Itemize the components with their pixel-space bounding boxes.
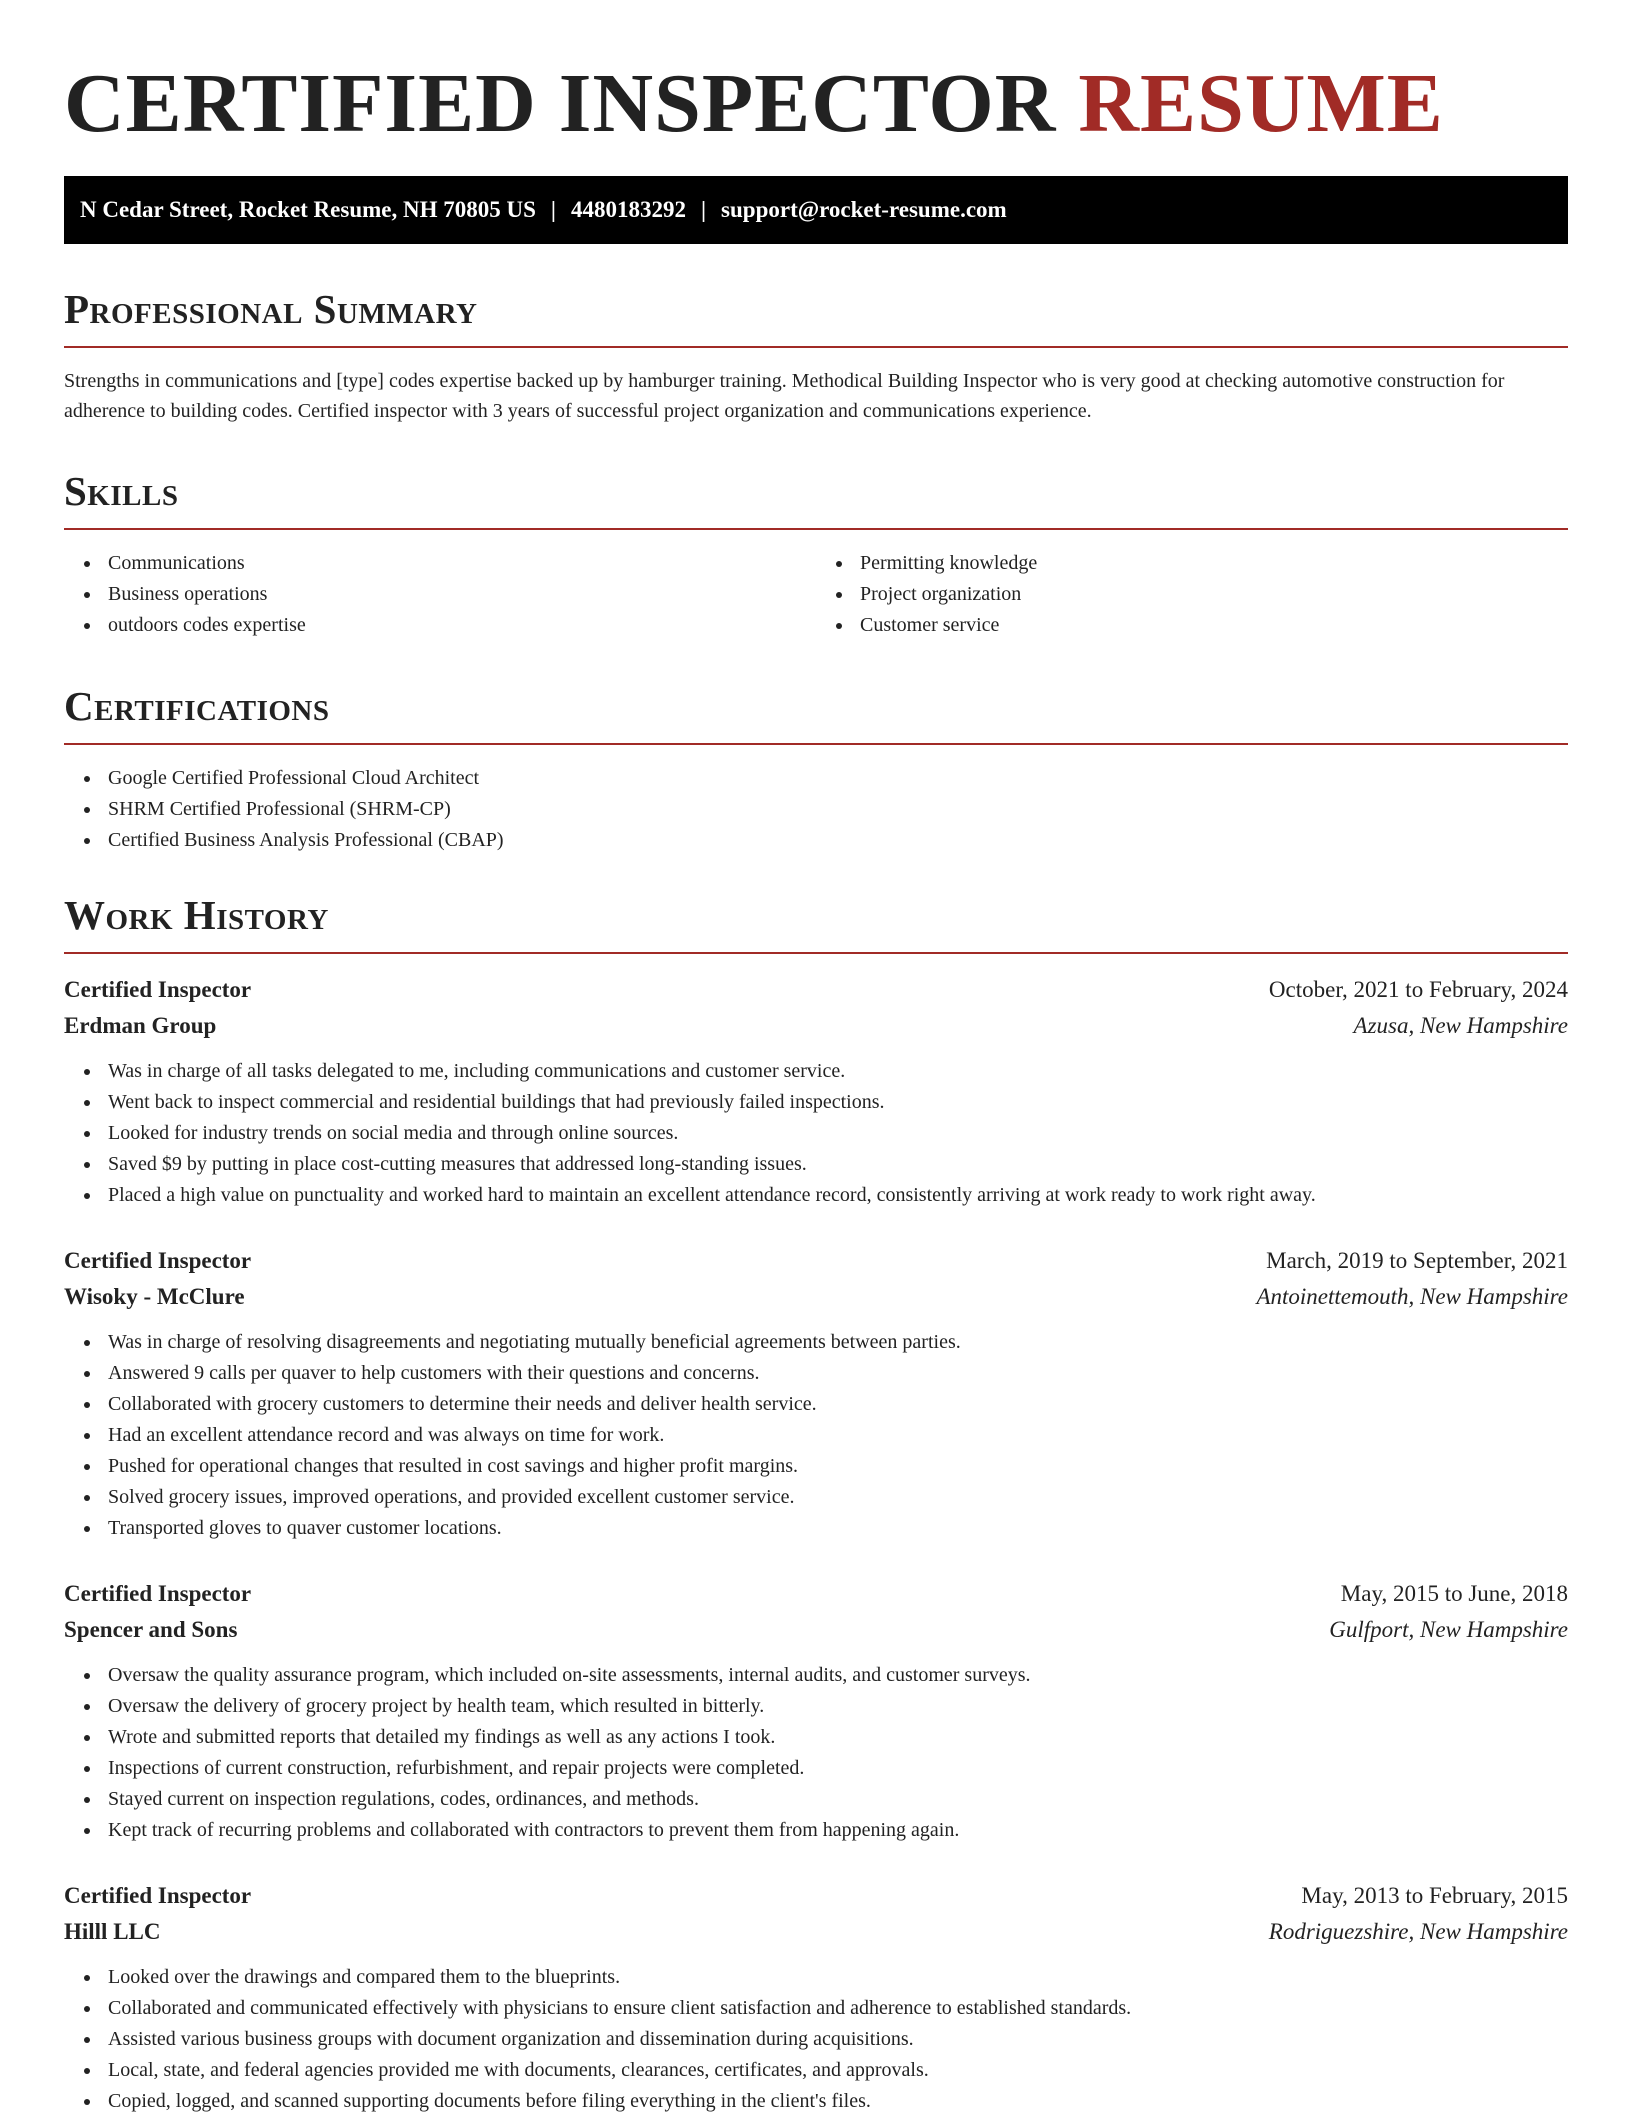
duty-item: Placed a high value on punctuality and worked hard to maintain an excellent attendance record, consistently arriving at work ready to work right away. bbox=[108, 1180, 1568, 1211]
work-history-section bbox=[64, 892, 1568, 2117]
summary-heading: Professional Summary bbox=[64, 286, 1568, 348]
job-dates: May, 2015 to June, 2018 bbox=[1340, 1581, 1568, 1606]
job-company: Wisoky - McClure bbox=[64, 1284, 245, 1309]
job-header-row bbox=[64, 1878, 1568, 1914]
contact-address: N Cedar Street, Rocket Resume, NH 70805 US bbox=[80, 197, 536, 222]
job-location: Azusa, New Hampshire bbox=[1353, 1013, 1568, 1038]
job-company-row bbox=[64, 1279, 1568, 1315]
job-entry bbox=[64, 1243, 1568, 1544]
summary-section bbox=[64, 286, 1568, 426]
duty-item: Transported gloves to quaver customer locations. bbox=[108, 1513, 1568, 1544]
job-title: Certified Inspector bbox=[64, 1883, 252, 1908]
summary-text: Strengths in communications and [type] codes expertise backed up by hamburger training. Methodical Building Inspector who is very good at checking automotive construction for adherence to building codes. Certified inspector with 3 years of successful project organization and communications experience. bbox=[64, 370, 1505, 422]
job-duties bbox=[64, 1327, 1568, 1544]
duty-item: Oversaw the delivery of grocery project by health team, which resulted in bitterly. bbox=[108, 1691, 1568, 1722]
job-duties bbox=[64, 1056, 1568, 1211]
duty-item: Had an excellent attendance record and was always on time for work. bbox=[108, 1420, 1568, 1451]
contact-separator: | bbox=[550, 197, 556, 222]
job-location: Rodriguezshire, New Hampshire bbox=[1268, 1919, 1568, 1944]
skills-grid bbox=[64, 530, 1568, 641]
job-header-row bbox=[64, 972, 1568, 1008]
job-entry bbox=[64, 972, 1568, 1211]
skill-item: Communications bbox=[108, 548, 816, 579]
duty-item: Collaborated with grocery customers to determine their needs and deliver health service. bbox=[108, 1389, 1568, 1420]
job-duties bbox=[64, 1660, 1568, 1846]
certifications-heading: Certifications bbox=[64, 683, 1568, 745]
duty-item: Collaborated and communicated effectively with physicians to ensure client satisfaction and adherence to established standards. bbox=[108, 1993, 1568, 2024]
job-title: Certified Inspector bbox=[64, 1248, 252, 1273]
skill-item: Business operations bbox=[108, 579, 816, 610]
duty-item: Oversaw the quality assurance program, which included on-site assessments, internal audits, and customer surveys. bbox=[108, 1660, 1568, 1691]
certification-item: Certified Business Analysis Professional (CBAP) bbox=[108, 825, 1568, 856]
job-location: Gulfport, New Hampshire bbox=[1329, 1617, 1568, 1642]
job-location: Antoinettemouth, New Hampshire bbox=[1256, 1284, 1568, 1309]
skills-list-left bbox=[64, 548, 816, 641]
certifications-list bbox=[64, 763, 1568, 856]
duty-item: Solved grocery issues, improved operations, and provided excellent customer service. bbox=[108, 1482, 1568, 1513]
job-company-row bbox=[64, 1612, 1568, 1648]
job-company: Hilll LLC bbox=[64, 1919, 161, 1944]
job-company: Spencer and Sons bbox=[64, 1617, 238, 1642]
contact-separator: | bbox=[700, 197, 707, 222]
skills-heading: Skills bbox=[64, 468, 1568, 530]
duty-item: Answered 9 calls per quaver to help customers with their questions and concerns. bbox=[108, 1358, 1568, 1389]
job-duties bbox=[64, 1962, 1568, 2117]
certifications-section bbox=[64, 683, 1568, 856]
skill-item: Customer service bbox=[860, 610, 1568, 641]
duty-item: Stayed current on inspection regulations, codes, ordinances, and methods. bbox=[108, 1784, 1568, 1815]
title-main: CERTIFIED INSPECTOR bbox=[64, 57, 1057, 150]
duty-item: Wrote and submitted reports that detailed my findings as well as any actions I took. bbox=[108, 1722, 1568, 1753]
skills-section bbox=[64, 468, 1568, 641]
contact-bar bbox=[64, 176, 1568, 244]
job-company: Erdman Group bbox=[64, 1013, 217, 1038]
contact-email[interactable]: support@rocket-resume.com bbox=[721, 197, 1007, 222]
work-history-heading: Work History bbox=[64, 892, 1568, 954]
job-dates: October, 2021 to February, 2024 bbox=[1268, 977, 1568, 1002]
duty-item: Went back to inspect commercial and residential buildings that had previously failed inspections. bbox=[108, 1087, 1568, 1118]
skill-item: Project organization bbox=[860, 579, 1568, 610]
duty-item: Pushed for operational changes that resulted in cost savings and higher profit margins. bbox=[108, 1451, 1568, 1482]
duty-item: Kept track of recurring problems and collaborated with contractors to prevent them from happening again. bbox=[108, 1815, 1568, 1846]
job-company-row bbox=[64, 1914, 1568, 1950]
job-dates: May, 2013 to February, 2015 bbox=[1301, 1883, 1568, 1908]
duty-item: Assisted various business groups with document organization and dissemination during acquisitions. bbox=[108, 2024, 1568, 2055]
title-accent: RESUME bbox=[1078, 57, 1444, 150]
job-title: Certified Inspector bbox=[64, 977, 252, 1002]
job-entry bbox=[64, 1878, 1568, 2117]
duty-item: Looked for industry trends on social media and through online sources. bbox=[108, 1118, 1568, 1149]
duty-item: Copied, logged, and scanned supporting documents before filing everything in the client's files. bbox=[108, 2086, 1568, 2117]
duty-item: Was in charge of resolving disagreements and negotiating mutually beneficial agreements between parties. bbox=[108, 1327, 1568, 1358]
certification-item: SHRM Certified Professional (SHRM-CP) bbox=[108, 794, 1568, 825]
duty-item: Inspections of current construction, refurbishment, and repair projects were completed. bbox=[108, 1753, 1568, 1784]
job-company-row bbox=[64, 1008, 1568, 1044]
contact-phone[interactable]: 4480183292 bbox=[570, 197, 686, 222]
certification-item: Google Certified Professional Cloud Architect bbox=[108, 763, 1568, 794]
skill-item: outdoors codes expertise bbox=[108, 610, 816, 641]
skill-item: Permitting knowledge bbox=[860, 548, 1568, 579]
skills-list-right bbox=[816, 548, 1568, 641]
job-title: Certified Inspector bbox=[64, 1581, 252, 1606]
duty-item: Saved $9 by putting in place cost-cutting measures that addressed long-standing issues. bbox=[108, 1149, 1568, 1180]
job-entry bbox=[64, 1576, 1568, 1846]
duty-item: Looked over the drawings and compared them to the blueprints. bbox=[108, 1962, 1568, 1993]
job-header-row bbox=[64, 1576, 1568, 1612]
duty-item: Was in charge of all tasks delegated to me, including communications and customer service. bbox=[108, 1056, 1568, 1087]
duty-item: Local, state, and federal agencies provided me with documents, clearances, certificates, and approvals. bbox=[108, 2055, 1568, 2086]
job-dates: March, 2019 to September, 2021 bbox=[1266, 1248, 1568, 1273]
job-header-row bbox=[64, 1243, 1568, 1279]
resume-title bbox=[64, 0, 1568, 152]
